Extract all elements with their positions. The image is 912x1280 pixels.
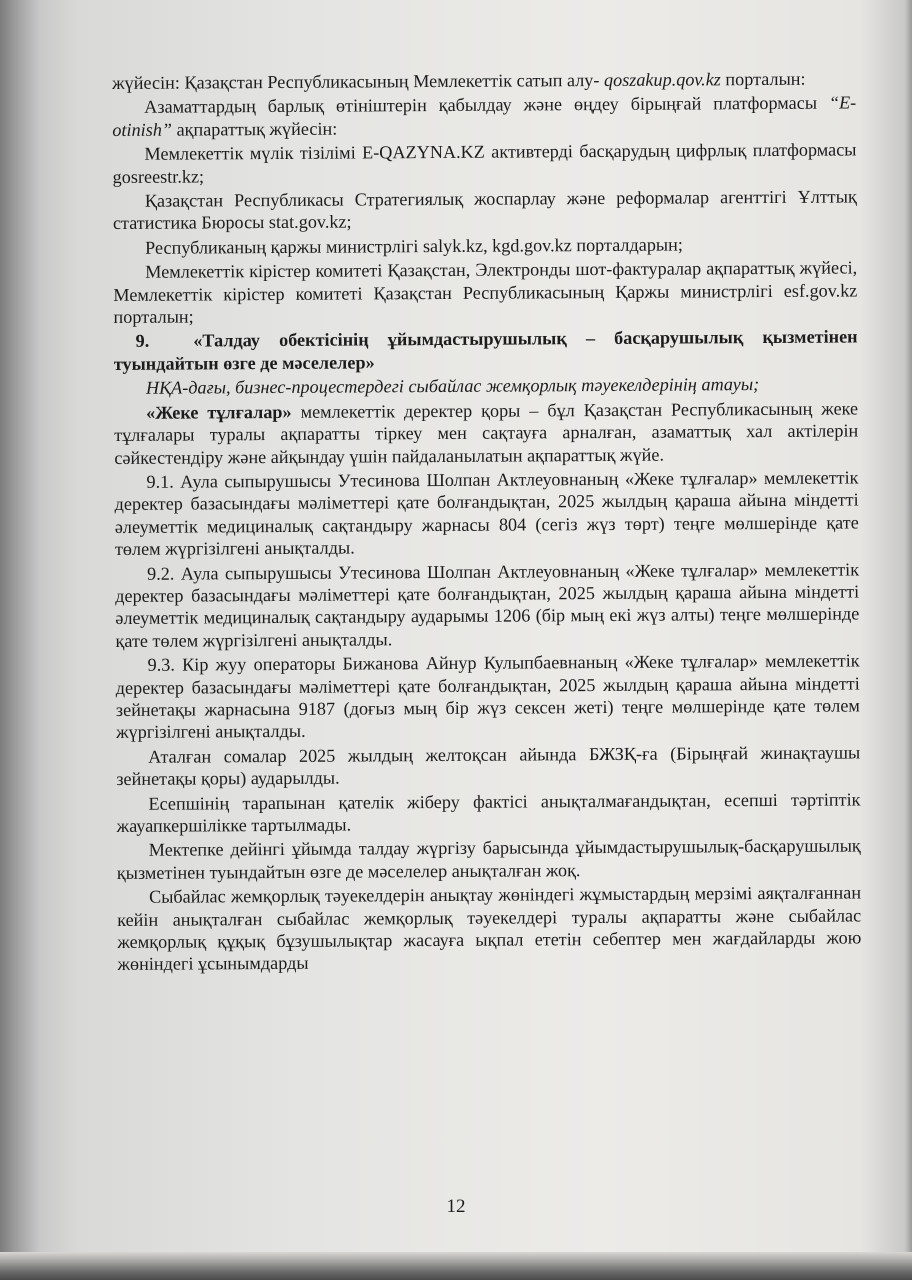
text-eotinish-c: ақпараттық жүйесін: <box>171 118 338 140</box>
table-surface <box>0 1252 912 1280</box>
paragraph-9-2: 9.2. Аула сыпырушысы Утесинова Шолпан Актлеуовнаның «Жеке тұлғалар» мемлекеттік деректер базасындағы мәліметтері қате болғандықтан, 2025 жылдың қараша айына міндетті әлеуметтік медициналық сақтандыру аударымы 1206 (бір мың екі жүз алты) теңге мөлшерінде қате төлем жүргізілгені анықталды. <box>115 558 860 651</box>
paragraph-last: Сыбайлас жемқорлық тәуекелдерін анықтау жөніндегі жұмыстардың мерзімі аяқталғаннан кейін анықталған сыбайлас жемқорлық тәуекелдері туралы ақпаратты және сыбайлас жемқорлық құқық бұзушылықтар жасауға ықпал ететін себептер мен жағдайларды жою жөніндегі ұсынымдарды <box>117 882 862 975</box>
registry-name: «Жеке тұлғалар» <box>146 401 292 423</box>
paragraph-9-3: 9.3. Кір жуу операторы Бижанова Айнур Кулыпбаевнаның «Жеке тұлғалар» мемлекеттік деректер базасындағы мәліметтері қате болғандықтан, 2025 жылдың қараша айына міндетті зейнетақы жарнасына 9187 (доғыз мың бір жүз сексен жеті) теңге мөлшерінде қате төлем жүргізілгені анықталды. <box>115 650 860 743</box>
paragraph-registry <box>114 397 858 469</box>
paragraph-transfer: Аталған сомалар 2025 жылдың желтоқсан айында БЖЗҚ-ға (Бірыңғай жинақтаушы зейнетақы қоры) аударылды. <box>116 742 861 790</box>
section-title: «Талдау обектісінің ұйымдастырушылық – басқарушылық қызметінен туындайтын өзге де мәселелер» <box>113 326 858 374</box>
link-goszakup: qoszakup.qov.kz <box>603 69 721 90</box>
document-body <box>112 67 862 977</box>
paragraph-qazyna: Мемлекеттік мүлік тізілімі E-QAZYNA.KZ активтерді басқарудың цифрлық платформасы gosreestr.kz; <box>112 139 857 187</box>
paragraph-stat: Қазақстан Республикасы Стратегиялық жоспарлау және реформалар агенттігі Ұлттық статистика Бюросы stat.gov.kz; <box>112 186 857 234</box>
section-number: 9. <box>135 331 150 352</box>
paragraph-accountant: Есепшінің тарапынан қателік жіберу фактісі анықталмағандықтан, есепші тәртіптік жауапкершілікке тартылмады. <box>116 789 861 836</box>
text-portal: порталын: <box>720 68 806 90</box>
paragraph-goszakup <box>112 67 856 94</box>
text-eotinish-name: “E-otinish” <box>112 92 857 140</box>
paragraph-finance: Республиканың қаржы министрлігі salyk.kz, kgd.gov.kz порталдарын; <box>145 234 683 258</box>
text-goszakup: жүйесін: Қазақстан Республикасының Мемлекеттік сатып алу- <box>112 69 605 93</box>
paragraph-esf: Мемлекеттік кірістер комитеті Қазақстан, Электронды шот-фактуралар ақпараттық жүйесі, Мемлекеттік кірістер комитеті Қазақстан Республикасының Қаржы министрлігі esf.gov.kz порталын; <box>113 257 858 328</box>
paragraph-9-1: 9.1. Аула сыпырушысы Утесинова Шолпан Актлеуовнаның «Жеке тұлғалар» мемлекеттік деректер базасындағы мәліметтері қате болғандықтан, 2025 жылдың қараша айына міндетті әлеуметтік медициналық сақтандыру жарнасы 804 (сегіз жүз төрт) теңге мөлшерінде қате төлем жүргізілгені анықталды. <box>114 467 859 560</box>
paragraph-risk-title: НҚА-дағы, бизнес-процестердегі сыбайлас жемқорлық тәуекелдерінің атауы; <box>145 374 760 399</box>
registry-text: мемлекеттік деректер қоры – бұл Қазақстан Республикасының жеке тұлғалары туралы ақпаратты тіркеу мен сақтауға арналған, азаматтық хал актілерін сәйкестендіру және айқындау үшін пайдаланылатын ақпараттық жүйе. <box>114 398 859 468</box>
page-number: 12 <box>446 1196 466 1217</box>
section-heading <box>114 326 858 375</box>
text-eotinish-a: Азаматтардың барлық өтініштерін қабылдау және өңдеу бірыңғай платформасы <box>144 93 829 118</box>
paragraph-eotinish <box>112 92 856 141</box>
paragraph-preschool: Мектепке дейінгі ұйымда талдау жүргізу барысында ұйымдастырушылық-басқарушылық қызметінен туындайтын өзге де мәселелер анықталған жоқ. <box>116 835 861 883</box>
